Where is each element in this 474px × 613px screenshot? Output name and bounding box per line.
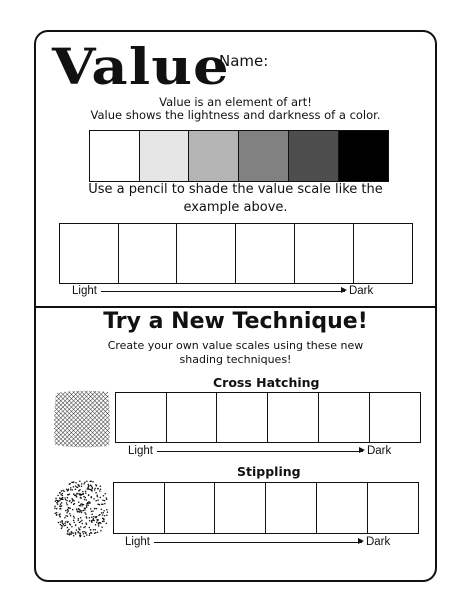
dark-label: Dark — [365, 536, 391, 548]
light-dark-arrow — [72, 285, 373, 297]
blank-box[interactable] — [176, 223, 236, 284]
cross-hatching-scale — [115, 392, 419, 443]
stippling-scale — [113, 482, 417, 534]
cross-hatching-label: Cross Hatching — [213, 375, 320, 390]
value-swatch-4 — [238, 130, 289, 182]
page-title: Value — [52, 37, 230, 96]
blank-box[interactable] — [214, 482, 266, 534]
section-title: Try a New Technique! — [103, 309, 368, 334]
blank-box[interactable] — [59, 223, 119, 284]
stippling-arrow — [125, 536, 390, 548]
cross-hatching-arrow — [128, 445, 391, 457]
value-swatch-2 — [139, 130, 190, 182]
dark-label: Dark — [348, 285, 374, 297]
blank-box[interactable] — [265, 482, 317, 534]
light-label: Light — [125, 536, 150, 548]
stippling-sample-icon — [52, 478, 112, 540]
blank-box[interactable] — [316, 482, 368, 534]
blank-box[interactable] — [166, 392, 218, 443]
stippling-label: Stippling — [237, 464, 301, 479]
blank-box[interactable] — [318, 392, 370, 443]
blank-box[interactable] — [369, 392, 421, 443]
cross-hatching-sample-icon — [52, 388, 112, 450]
value-swatch-1 — [89, 130, 140, 182]
intro-line-1: Value is an element of art! — [159, 95, 312, 109]
blank-box[interactable] — [294, 223, 354, 284]
arrow-right-icon — [101, 291, 345, 292]
name-label: Name: — [219, 52, 269, 70]
value-swatch-3 — [188, 130, 239, 182]
blank-box[interactable] — [113, 482, 165, 534]
arrow-right-icon — [154, 542, 362, 543]
light-label: Light — [72, 285, 97, 297]
intro-line-2: Value shows the lightness and darkness of a color. — [90, 108, 381, 122]
light-label: Light — [128, 445, 153, 457]
example-value-scale — [89, 130, 387, 182]
blank-box[interactable] — [367, 482, 419, 534]
blank-box[interactable] — [235, 223, 295, 284]
instruction-line-2: example above. — [183, 200, 288, 215]
technique-intro-line-1: Create your own value scales using these new — [107, 339, 364, 352]
section-divider — [34, 306, 437, 308]
value-swatch-5 — [288, 130, 339, 182]
blank-box[interactable] — [115, 392, 167, 443]
blank-box[interactable] — [267, 392, 319, 443]
blank-box[interactable] — [164, 482, 216, 534]
blank-box[interactable] — [118, 223, 178, 284]
instruction-line-1: Use a pencil to shade the value scale like the — [88, 182, 383, 197]
arrow-right-icon — [157, 451, 363, 452]
value-swatch-6 — [338, 130, 389, 182]
blank-box[interactable] — [216, 392, 268, 443]
dark-label: Dark — [366, 445, 392, 457]
pencil-value-scale — [59, 223, 411, 284]
technique-intro-line-2: shading techniques! — [179, 353, 292, 366]
blank-box[interactable] — [353, 223, 413, 284]
